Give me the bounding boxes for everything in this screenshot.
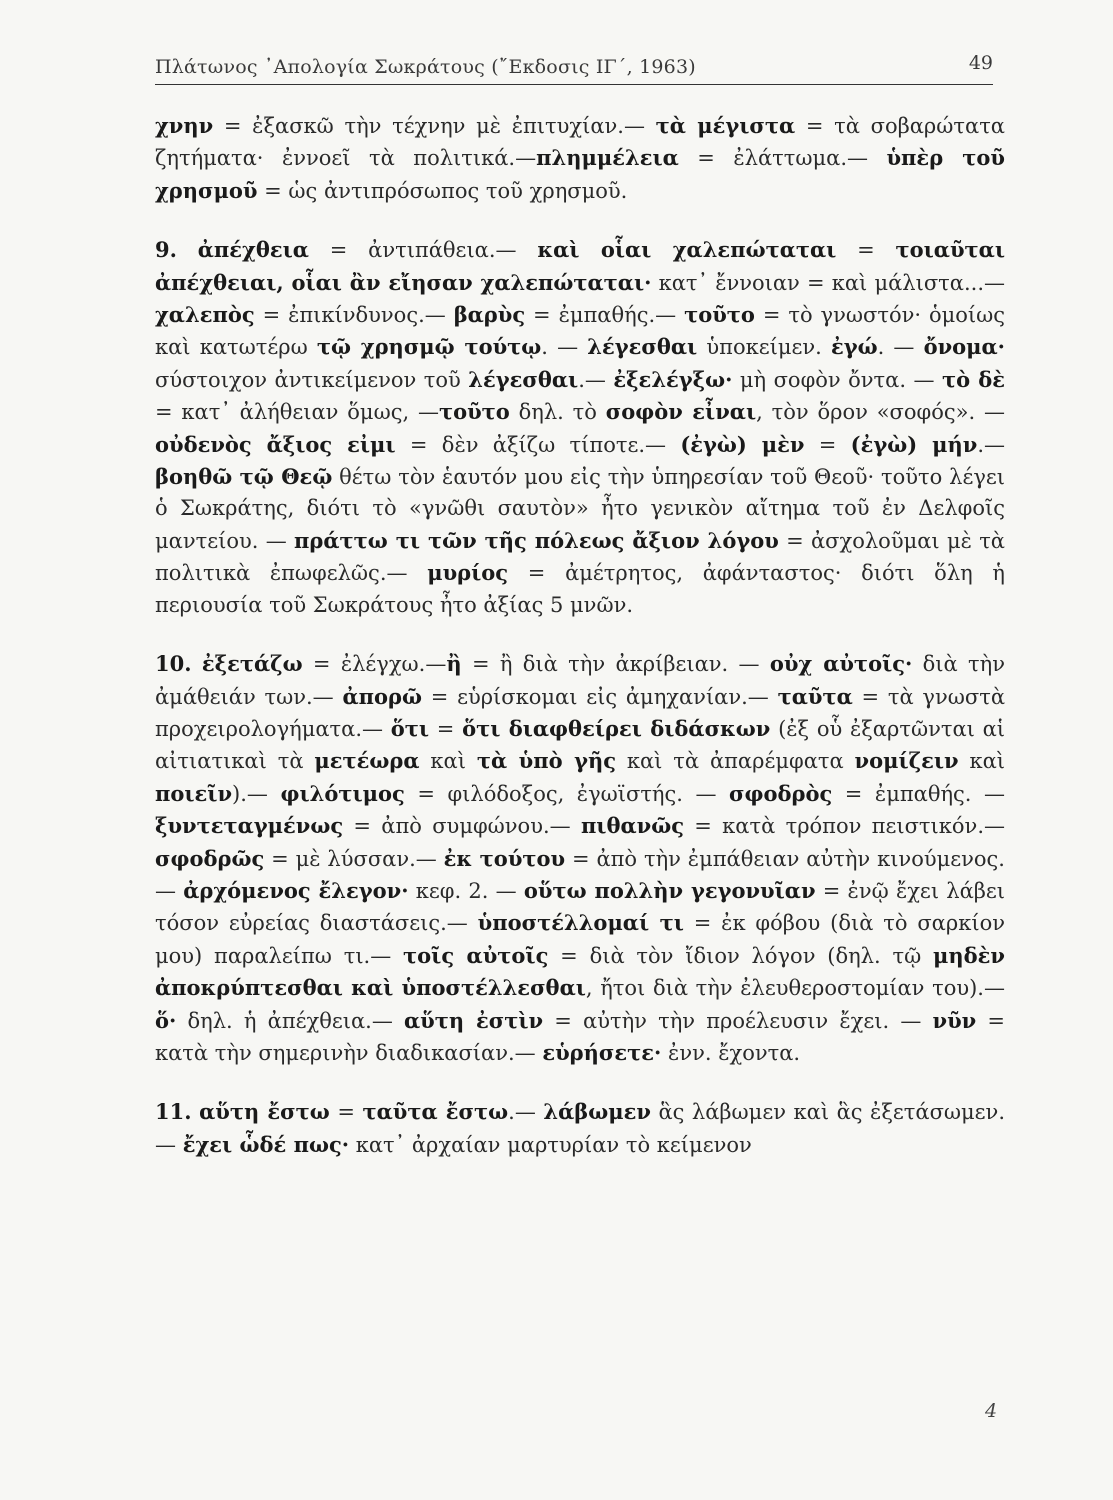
gloss-text: = ἀπὸ συμφώνου.—	[343, 814, 581, 839]
gloss-text: = τὰ σοβαρώτατα ζητήματα· ἐννοεῖ τὰ πολιτικά.—	[155, 114, 1005, 171]
lemma-term: ἐκ τούτου	[443, 845, 566, 871]
lemma-term: οὐδενὸς ἄξιος εἰμι	[155, 431, 396, 457]
gloss-text: = διὰ τὸν ἴδιον λόγον (δηλ. τῷ	[548, 943, 934, 968]
paragraph-gap	[155, 207, 1005, 234]
gloss-text: = κατὰ τρόπον πειστικόν.—	[684, 814, 1005, 839]
page-number: 49	[968, 52, 993, 74]
gloss-text: κατ᾿ ἀρχαίαν μαρτυρίαν τὸ κείμενον	[349, 1132, 752, 1157]
gloss-text: .—	[578, 367, 614, 392]
lemma-term: ὅ·	[155, 1007, 177, 1033]
lemma-term: ἐξελέγξω·	[613, 366, 733, 392]
lemma-term: νομίζειν	[854, 748, 959, 774]
gloss-text: σύστοιχον ἀντικείμενον τοῦ	[155, 367, 469, 392]
gloss-text: = ἐκ φόβου (διὰ τὸ σαρκίον μου) παραλείπω τι.—	[155, 911, 1005, 968]
commentary-text	[155, 110, 1005, 1161]
gloss-text: = φιλόδοξος, ἐγωϊστής. —	[404, 781, 730, 806]
running-header	[155, 48, 993, 85]
lemma-term: λέγεσθαι	[587, 334, 698, 360]
lemma-term: πλημμέλεια	[536, 145, 679, 171]
lemma-term: χαλεπὸς	[155, 302, 255, 328]
gloss-text: = ἐνῷ ἔχει λάβει τόσον εὐρείας διαστάσεις.—	[155, 878, 1006, 936]
commentary-paragraph	[155, 1096, 1005, 1161]
gloss-text: = ἢ διὰ τὴν ἀκρίβειαν. —	[461, 652, 770, 677]
gloss-text: = τὸ γνωστόν· ὁμοίως καὶ κατωτέρω	[155, 303, 1005, 360]
commentary-paragraph	[155, 234, 1005, 621]
lemma-term: μετέωρα	[314, 748, 420, 774]
gloss-text: δηλ. ἡ ἀπέχθεια.—	[176, 1008, 405, 1033]
gloss-text: = ὡς ἀντιπρόσωπος τοῦ χρησμοῦ.	[257, 178, 628, 203]
lemma-term: ταῦτα	[777, 683, 853, 709]
gloss-text: ἃς λάβωμεν καὶ ἃς ἐξετάσωμεν.—	[155, 1100, 1006, 1157]
lemma-term: οὕτω πολλὴν γεγονυῖαν	[523, 877, 816, 903]
lemma-term: τοιαῦται ἀπέχθειαι, οἷαι ἂν εἴησαν χαλεπώταται·	[155, 237, 1005, 295]
lemma-term: (ἐγὼ) μὲν	[680, 431, 805, 457]
gloss-text: ).—	[232, 781, 281, 806]
gloss-text: (ἐξ οὗ ἐξαρτῶνται αἱ αἰτιατικαὶ τὰ	[155, 716, 1005, 774]
lemma-term: ἐξετάζω	[201, 651, 303, 677]
gloss-text: ἐνν. ἔχοντα.	[661, 1040, 801, 1065]
lemma-term: μηδὲν ἀποκρύπτεσθαι καὶ ὑποστέλλεσθαι	[155, 942, 1005, 1001]
lemma-term: σφοδρὸς	[729, 780, 833, 806]
gloss-text: κεφ. 2. —	[408, 878, 524, 903]
lemma-term: ἀπέχθεια	[197, 237, 309, 263]
gloss-text: καὶ	[419, 749, 477, 774]
lemma-term: τοῖς αὐτοῖς	[403, 942, 549, 968]
signature-mark: 4	[985, 1400, 998, 1422]
lemma-term: χνην	[155, 113, 214, 138]
lemma-term: ἀρχόμενος ἔλεγον·	[183, 877, 409, 903]
gloss-text: = δὲν ἀξίζω τίποτε.—	[395, 432, 681, 457]
gloss-text: = ἐπικίνδυνος.—	[254, 303, 454, 328]
gloss-text: =	[329, 1100, 363, 1125]
lemma-term: πράττω τι τῶν τῆς πόλεως ἄξιον λόγου	[294, 527, 779, 553]
gloss-text: κατ᾿ ἔννοιαν = καὶ μάλιστα...—	[651, 270, 1005, 295]
lemma-term: ποιεῖν	[155, 780, 233, 806]
gloss-text: καὶ τὰ ἀπαρέμφατα	[616, 749, 855, 774]
lemma-term: βαρὺς	[453, 302, 526, 328]
lemma-term: λέγεσθαι	[468, 366, 579, 392]
lemma-term: φιλότιμος	[280, 780, 405, 806]
lemma-term: ἔχει ὧδέ πως·	[182, 1131, 350, 1157]
gloss-text: = κατὰ τὴν σημερινὴν διαδικασίαν.—	[155, 1008, 1005, 1065]
lemma-term: ὅτι	[390, 715, 430, 741]
lemma-term: τοῦτο	[684, 302, 755, 328]
lemma-term: μυρίος	[427, 560, 509, 586]
gloss-text: = ἐλέγχω.—	[302, 652, 447, 677]
gloss-text: = εὑρίσκομαι εἰς ἀμηχανίαν.—	[421, 684, 778, 709]
lemma-term: τῷ χρησμῷ τούτῳ	[316, 334, 542, 360]
gloss-text: = ἐμπαθής. —	[832, 781, 1006, 806]
gloss-text: , ἤτοι διὰ τὴν ἐλευθεροστομίαν του).—	[585, 976, 1005, 1001]
gloss-text: = ἐξασκῶ τὴν τέχνην μὲ ἐπιτυχίαν.—	[213, 114, 656, 138]
section-number: 9.	[155, 237, 177, 263]
lemma-term: εὑρήσετε·	[542, 1039, 662, 1065]
gloss-text: ὑποκείμεν.	[697, 335, 831, 360]
gloss-text: =	[836, 238, 896, 263]
lemma-term: τὰ μέγιστα	[655, 113, 796, 138]
gloss-text: .—	[508, 1100, 544, 1125]
lemma-term: ὄνομα·	[923, 334, 1005, 360]
lemma-term: ὑποστέλλομαί τι	[477, 910, 684, 936]
gloss-text: διὰ τὴν ἀμάθειάν των.—	[155, 652, 1006, 709]
lemma-term: αὕτη ἔστω	[199, 1099, 330, 1125]
lemma-term: ἢ	[446, 651, 462, 677]
header-title: Πλάτωνος ᾿Απολογία Σωκράτους (῎Εκδοσις ΙΓ΄, 1963)	[155, 56, 696, 78]
commentary-paragraph	[155, 648, 1005, 1069]
lemma-term: τοῦτο	[438, 399, 510, 425]
gloss-text: μὴ σοφὸν ὄντα. —	[732, 367, 942, 392]
lemma-term: (ἐγὼ) μήν	[850, 431, 978, 457]
lemma-term: ὑπὲρ τοῦ χρησμοῦ	[155, 145, 1005, 203]
gloss-text: = μὲ λύσσαν.—	[264, 846, 444, 871]
gloss-text: = ἀσχολοῦμαι μὲ τὰ πολιτικὰ ἐπωφελῶς.—	[155, 528, 1005, 586]
lemma-term: πιθανῶς	[580, 813, 684, 839]
gloss-text: . —	[877, 335, 924, 360]
lemma-term: σφοδρῶς	[155, 845, 265, 871]
lemma-term: ταῦτα ἔστω	[362, 1099, 509, 1125]
lemma-term: ξυντεταγμένως	[155, 813, 344, 839]
paragraph-gap	[155, 621, 1005, 648]
gloss-text: = ἐλάττωμα.—	[678, 146, 887, 171]
section-number: 10.	[155, 651, 192, 677]
gloss-text: , τὸν ὅρον «σοφός». —	[756, 400, 1005, 425]
lemma-term: οὐχ αὐτοῖς·	[769, 651, 913, 677]
lemma-term: τὸ δὲ	[941, 366, 1005, 392]
lemma-term: λάβωμεν	[543, 1099, 651, 1125]
gloss-text: =	[804, 432, 851, 457]
commentary-paragraph	[155, 110, 1005, 207]
gloss-text: = κατ᾿ ἀλήθειαν ὅμως, —	[155, 400, 439, 425]
lemma-term: καὶ οἷαι χαλεπώταται	[537, 237, 837, 263]
gloss-text: = ἀπὸ τὴν ἐμπάθειαν αὐτὴν κινούμενος.—	[155, 846, 1005, 903]
lemma-term: ἀπορῶ	[342, 683, 422, 709]
gloss-text: θέτω τὸν ἑαυτόν μου εἰς τὴν ὑπηρεσίαν τοῦ Θεοῦ· τοῦτο λέγει ὁ Σωκράτης, διότι τὸ «γνῶθι σαυτὸν» ἦτο γενικὸν αἴτημα τοῦ ἐν Δελφοῖς μαντείου. —	[155, 465, 1005, 553]
gloss-text: = ἐμπαθής.—	[525, 303, 685, 328]
lemma-term: ἐγώ	[830, 334, 878, 360]
gloss-text: .—	[977, 432, 1005, 457]
gloss-text: . —	[541, 335, 588, 360]
gloss-text: = τὰ γνωστὰ προχειρολογήματα.—	[155, 684, 1006, 741]
gloss-text: = ἀντιπάθεια.—	[308, 238, 538, 263]
gloss-text: = ἀμέτρητος, ἀφάνταστος· διότι ὅλη ἡ περιουσία τοῦ Σωκράτους ἦτο ἀξίας 5 μνῶν.	[155, 561, 1005, 617]
lemma-term: ὅτι διαφθείρει διδάσκων	[462, 715, 771, 741]
lemma-term: σοφὸν εἶναι	[605, 399, 757, 425]
lemma-term: τὰ ὑπὸ γῆς	[476, 748, 616, 774]
gloss-text: δηλ. τὸ	[509, 400, 606, 425]
gloss-text: =	[429, 716, 463, 741]
gloss-text: καὶ	[958, 749, 1006, 774]
lemma-term: βοηθῶ τῷ Θεῷ	[155, 464, 333, 490]
paragraph-gap	[155, 1069, 1005, 1096]
lemma-term: αὕτη ἐστὶν	[404, 1007, 544, 1033]
gloss-text: = αὐτὴν τὴν προέλευσιν ἔχει. —	[543, 1008, 933, 1033]
lemma-term: νῦν	[932, 1007, 977, 1033]
section-number: 11.	[155, 1099, 192, 1125]
